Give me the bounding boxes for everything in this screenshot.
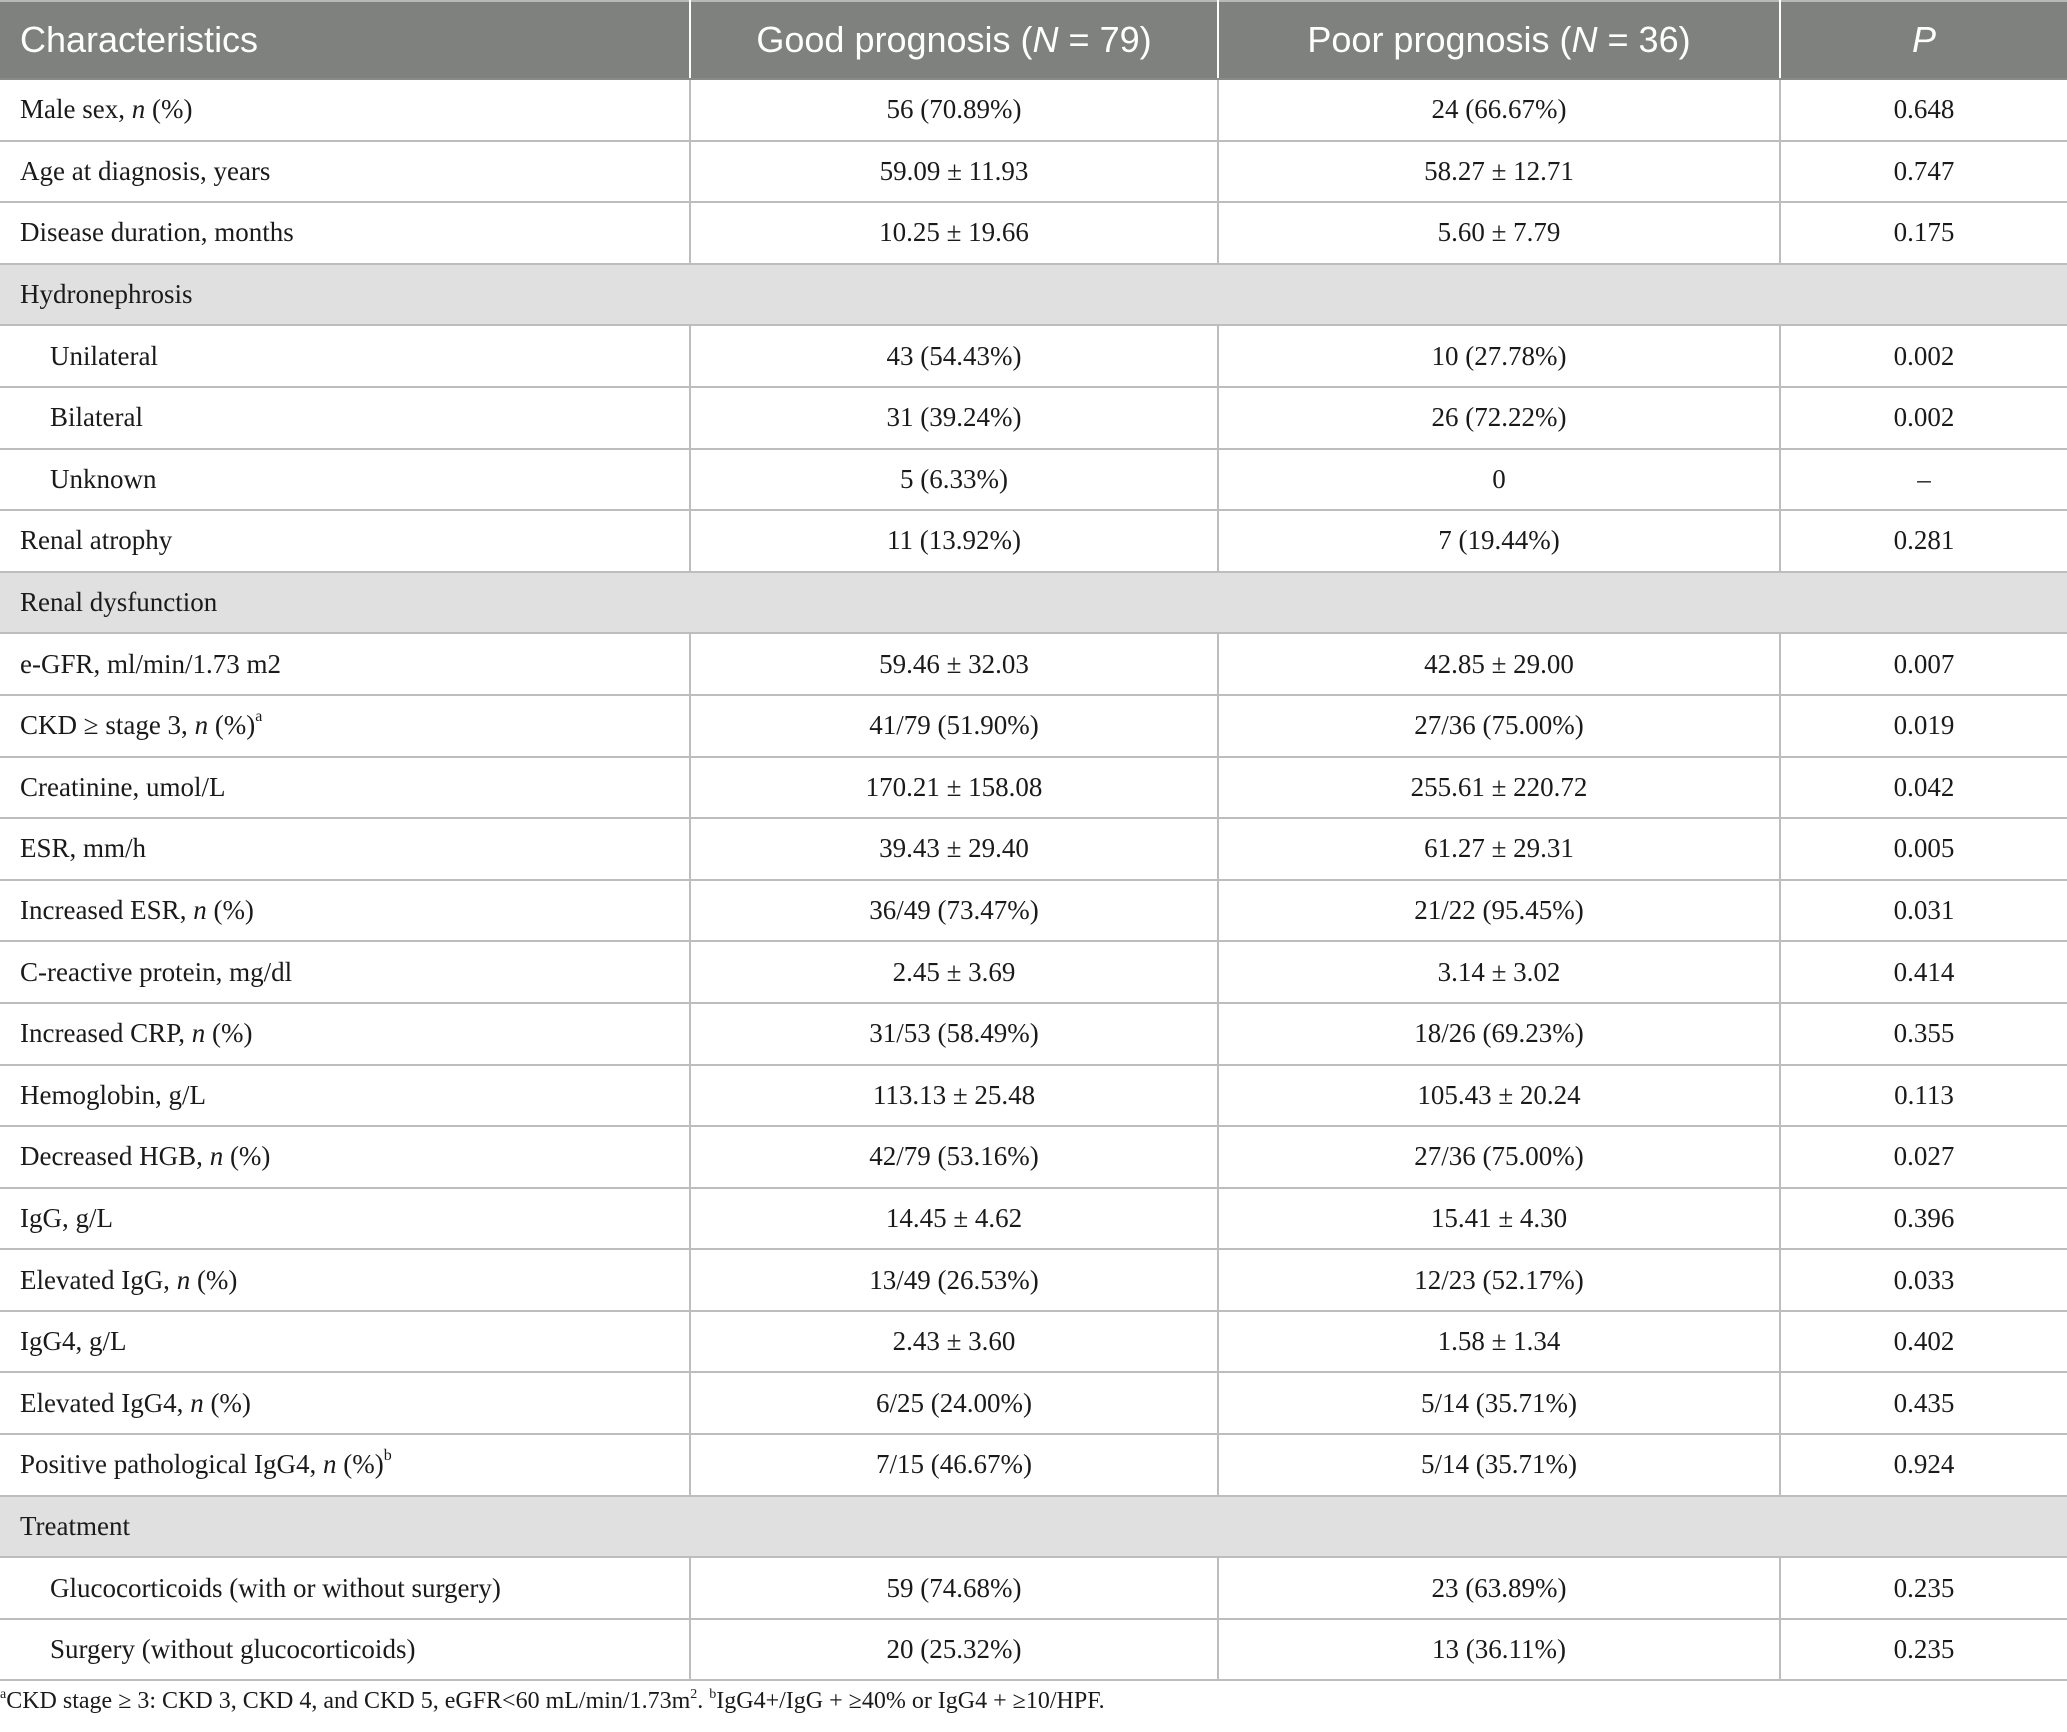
section-label: Renal dysfunction <box>0 572 2067 634</box>
poor-value: 7 (19.44%) <box>1218 510 1780 572</box>
good-value: 56 (70.89%) <box>690 79 1218 141</box>
p-value: 0.396 <box>1780 1188 2067 1250</box>
row-label: Disease duration, months <box>0 202 690 264</box>
good-value: 2.45 ± 3.69 <box>690 941 1218 1003</box>
p-value: 0.402 <box>1780 1311 2067 1373</box>
table-row <box>0 1188 2067 1250</box>
good-value: 170.21 ± 158.08 <box>690 757 1218 819</box>
good-value: 42/79 (53.16%) <box>690 1126 1218 1188</box>
row-label: Hemoglobin, g/L <box>0 1065 690 1127</box>
good-value: 113.13 ± 25.48 <box>690 1065 1218 1127</box>
p-value: 0.414 <box>1780 941 2067 1003</box>
poor-value: 105.43 ± 20.24 <box>1218 1065 1780 1127</box>
good-value: 14.45 ± 4.62 <box>690 1188 1218 1250</box>
p-value: 0.033 <box>1780 1249 2067 1311</box>
poor-value: 27/36 (75.00%) <box>1218 695 1780 757</box>
table-row <box>0 79 2067 141</box>
header-good-prognosis: Good prognosis (N = 79) <box>690 1 1218 79</box>
table-row <box>0 695 2067 757</box>
row-label: Increased CRP, n (%) <box>0 1003 690 1065</box>
poor-value: 13 (36.11%) <box>1218 1619 1780 1681</box>
good-value: 59 (74.68%) <box>690 1557 1218 1619</box>
poor-value: 61.27 ± 29.31 <box>1218 818 1780 880</box>
table-row <box>0 1557 2067 1619</box>
table-row <box>0 941 2067 1003</box>
good-value: 39.43 ± 29.40 <box>690 818 1218 880</box>
poor-value: 3.14 ± 3.02 <box>1218 941 1780 1003</box>
table-row <box>0 1372 2067 1434</box>
poor-value: 0 <box>1218 449 1780 511</box>
p-value: 0.747 <box>1780 141 2067 203</box>
poor-value: 5/14 (35.71%) <box>1218 1434 1780 1496</box>
poor-value: 255.61 ± 220.72 <box>1218 757 1780 819</box>
table-row <box>0 633 2067 695</box>
table-header-row <box>0 1 2067 79</box>
good-value: 31/53 (58.49%) <box>690 1003 1218 1065</box>
table-row <box>0 1434 2067 1496</box>
poor-value: 5.60 ± 7.79 <box>1218 202 1780 264</box>
footnote-text-a: CKD stage ≥ 3: CKD 3, CKD 4, and CKD 5, eGFR<60 mL/min/1.73m <box>6 1688 691 1714</box>
p-value: 0.435 <box>1780 1372 2067 1434</box>
section-row-hydronephrosis <box>0 264 2067 326</box>
table-row <box>0 880 2067 942</box>
good-value: 36/49 (73.47%) <box>690 880 1218 942</box>
poor-value: 23 (63.89%) <box>1218 1557 1780 1619</box>
p-value: 0.007 <box>1780 633 2067 695</box>
footnote-marker-a: a <box>255 708 263 726</box>
row-label: Elevated IgG, n (%) <box>0 1249 690 1311</box>
header-p-value: P <box>1780 1 2067 79</box>
p-value: 0.002 <box>1780 325 2067 387</box>
p-value: 0.042 <box>1780 757 2067 819</box>
p-value: 0.113 <box>1780 1065 2067 1127</box>
good-value: 20 (25.32%) <box>690 1619 1218 1681</box>
p-value: 0.175 <box>1780 202 2067 264</box>
poor-value: 42.85 ± 29.00 <box>1218 633 1780 695</box>
good-value: 59.46 ± 32.03 <box>690 633 1218 695</box>
good-value: 10.25 ± 19.66 <box>690 202 1218 264</box>
row-label: Surgery (without glucocorticoids) <box>0 1619 690 1681</box>
table-row <box>0 757 2067 819</box>
section-label: Hydronephrosis <box>0 264 2067 326</box>
table-row <box>0 1311 2067 1373</box>
poor-value: 10 (27.78%) <box>1218 325 1780 387</box>
good-value: 2.43 ± 3.60 <box>690 1311 1218 1373</box>
row-label: Creatinine, umol/L <box>0 757 690 819</box>
table-row <box>0 1065 2067 1127</box>
section-row-renal-dysfunction <box>0 572 2067 634</box>
row-label: Unilateral <box>0 325 690 387</box>
row-label: IgG4, g/L <box>0 1311 690 1373</box>
poor-value: 27/36 (75.00%) <box>1218 1126 1780 1188</box>
p-value: 0.648 <box>1780 79 2067 141</box>
footnote-superscript-2: 2 <box>690 1687 698 1702</box>
p-value: 0.005 <box>1780 818 2067 880</box>
table-row <box>0 1003 2067 1065</box>
poor-value: 15.41 ± 4.30 <box>1218 1188 1780 1250</box>
row-label: Bilateral <box>0 387 690 449</box>
p-value: 0.355 <box>1780 1003 2067 1065</box>
table-row <box>0 202 2067 264</box>
row-label: ESR, mm/h <box>0 818 690 880</box>
p-value: 0.027 <box>1780 1126 2067 1188</box>
row-label: Male sex, n (%) <box>0 79 690 141</box>
poor-value: 12/23 (52.17%) <box>1218 1249 1780 1311</box>
table-row <box>0 387 2067 449</box>
table-row <box>0 449 2067 511</box>
good-value: 41/79 (51.90%) <box>690 695 1218 757</box>
table-row <box>0 1126 2067 1188</box>
p-value: 0.031 <box>1780 880 2067 942</box>
p-value: 0.235 <box>1780 1557 2067 1619</box>
footnote-text-b: IgG4+/IgG + ≥40% or IgG4 + ≥10/HPF. <box>716 1688 1105 1714</box>
footnote-marker-b: b <box>709 1687 717 1702</box>
header-poor-prognosis: Poor prognosis (N = 36) <box>1218 1 1780 79</box>
row-label: Elevated IgG4, n (%) <box>0 1372 690 1434</box>
p-value: 0.002 <box>1780 387 2067 449</box>
poor-value: 1.58 ± 1.34 <box>1218 1311 1780 1373</box>
table-row <box>0 325 2067 387</box>
table-row <box>0 141 2067 203</box>
row-label: Decreased HGB, n (%) <box>0 1126 690 1188</box>
good-value: 5 (6.33%) <box>690 449 1218 511</box>
poor-value: 18/26 (69.23%) <box>1218 1003 1780 1065</box>
row-label: Unknown <box>0 449 690 511</box>
row-label: Age at diagnosis, years <box>0 141 690 203</box>
p-value: 0.019 <box>1780 695 2067 757</box>
good-value: 7/15 (46.67%) <box>690 1434 1218 1496</box>
good-value: 11 (13.92%) <box>690 510 1218 572</box>
row-label: Renal atrophy <box>0 510 690 572</box>
poor-value: 26 (72.22%) <box>1218 387 1780 449</box>
section-row-treatment <box>0 1496 2067 1558</box>
table-row <box>0 1619 2067 1681</box>
row-label: Positive pathological IgG4, n (%)$^b$ <box>0 1434 690 1496</box>
row-label: C-reactive protein, mg/dl <box>0 941 690 1003</box>
poor-value: 58.27 ± 12.71 <box>1218 141 1780 203</box>
row-label: e-GFR, ml/min/1.73 m2 <box>0 633 690 695</box>
p-value: 0.281 <box>1780 510 2067 572</box>
row-label: Increased ESR, n (%) <box>0 880 690 942</box>
good-value: 13/49 (26.53%) <box>690 1249 1218 1311</box>
table-row <box>0 818 2067 880</box>
good-value: 6/25 (24.00%) <box>690 1372 1218 1434</box>
good-value: 43 (54.43%) <box>690 325 1218 387</box>
row-label: IgG, g/L <box>0 1188 690 1250</box>
p-value: 0.235 <box>1780 1619 2067 1681</box>
header-characteristics: Characteristics <box>0 1 690 79</box>
good-value: 31 (39.24%) <box>690 387 1218 449</box>
p-value: 0.924 <box>1780 1434 2067 1496</box>
table-footnote: $^a$CKD stage ≥ 3: CKD 3, CKD 4, and CKD 5, eGFR<60 $mL/\min/1.73m^2$. $^b$IgG4+/IgG + ≥40% or IgG4 + ≥10/HPF. <box>0 1687 1105 1714</box>
row-label: Glucocorticoids (with or without surgery) <box>0 1557 690 1619</box>
section-label: Treatment <box>0 1496 2067 1558</box>
row-label: CKD ≥ stage 3, n (%)$^a$ <box>0 695 690 757</box>
p-value: – <box>1780 449 2067 511</box>
footnote-marker-a: a <box>0 1687 7 1702</box>
poor-value: 5/14 (35.71%) <box>1218 1372 1780 1434</box>
table-row <box>0 1249 2067 1311</box>
poor-value: 24 (66.67%) <box>1218 79 1780 141</box>
footnote-marker-b: b <box>383 1447 392 1465</box>
poor-value: 21/22 (95.45%) <box>1218 880 1780 942</box>
table-row <box>0 510 2067 572</box>
good-value: 59.09 ± 11.93 <box>690 141 1218 203</box>
